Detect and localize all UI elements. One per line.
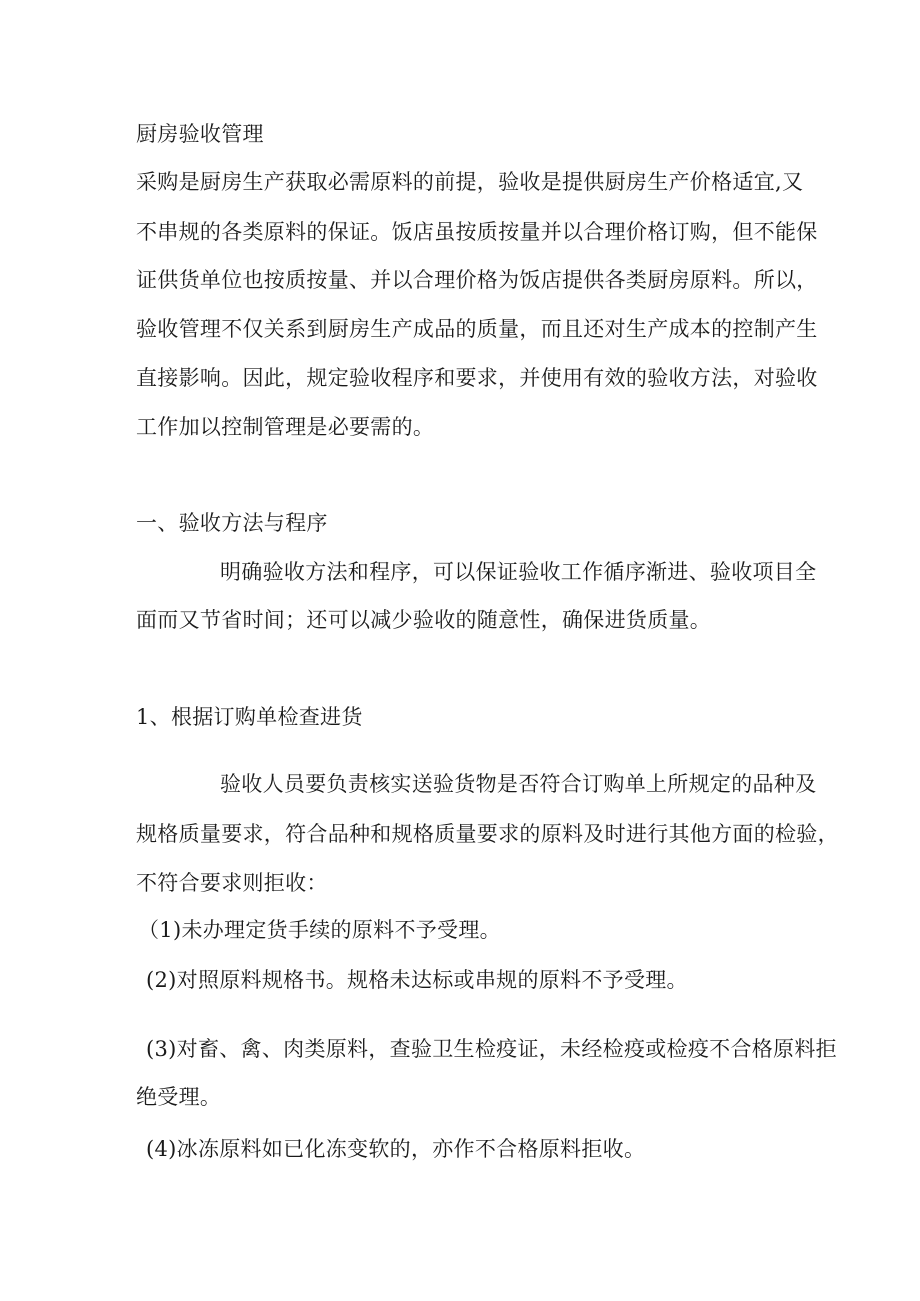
section-heading: 一、验收方法与程序 <box>136 511 328 535</box>
subsection-heading: 1、根据订购单检查进货 <box>136 705 363 729</box>
list-item-continuation: 绝受理。 <box>136 1085 222 1109</box>
subsection-body-line: 验收人员要负责核实送验货物是否符合订购单上所规定的品种及 <box>220 772 817 796</box>
list-item: (3)对畜、禽、肉类原料，查验卫生检疫证，未经检疫或检疫不合格原料拒 <box>146 1037 837 1061</box>
list-item: (4)冰冻原料如已化冻变软的，亦作不合格原料拒收。 <box>146 1137 646 1161</box>
section-body-line: 明确验收方法和程序，可以保证验收工作循序渐进、验收项目全 <box>220 560 817 584</box>
document-title: 厨房验收管理 <box>136 122 264 146</box>
list-item: (2)对照原料规格书。规格未达标或串规的原料不予受理。 <box>146 968 688 992</box>
subsection-body-line: 不符合要求则拒收： <box>136 871 328 895</box>
section-body-line: 面而又节省时间；还可以减少验收的随意性，确保进货质量。 <box>136 608 712 632</box>
intro-line: 采购是厨房生产获取必需原料的前提，验收是提供厨房生产价格适宜,又 <box>136 170 804 194</box>
intro-line: 工作加以控制管理是必要需的。 <box>136 415 435 439</box>
subsection-body-line: 规格质量要求，符合品种和规格质量要求的原料及时进行其他方面的检验， <box>136 822 839 846</box>
intro-line: 证供货单位也按质按量、并以合理价格为饭店提供各类厨房原料。所以， <box>136 268 818 292</box>
intro-line: 不串规的各类原料的保证。饭店虽按质按量并以合理价格订购，但不能保 <box>136 220 818 244</box>
list-item: （1)未办理定货手续的原料不予受理。 <box>138 918 501 942</box>
intro-line: 直接影响。因此，规定验收程序和要求，并使用有效的验收方法，对验收 <box>136 366 818 390</box>
intro-line: 验收管理不仅关系到厨房生产成品的质量，而且还对生产成本的控制产生 <box>136 317 818 341</box>
